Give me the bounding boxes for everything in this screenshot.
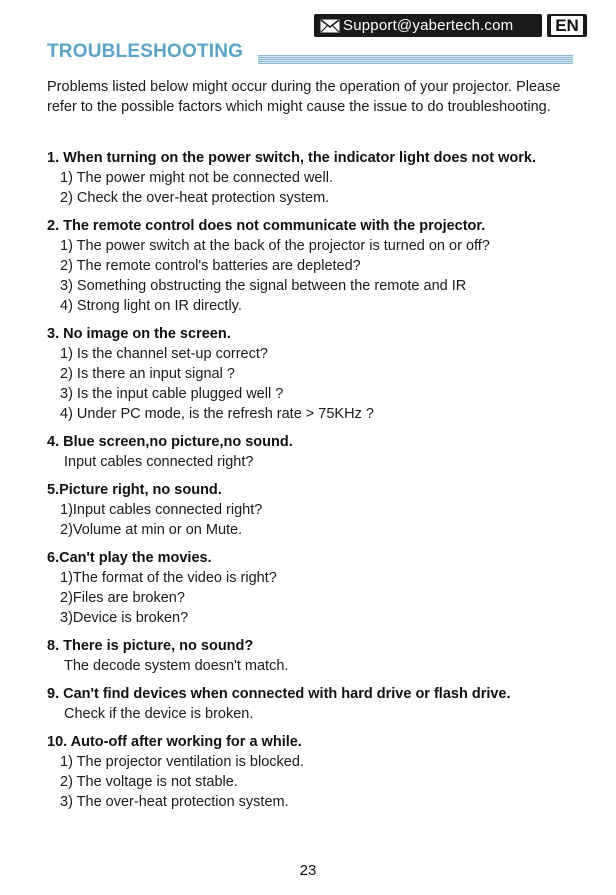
troubleshooting-section (47, 324, 592, 424)
section-item: 1) The power switch at the back of the projector is turned on or off? (60, 238, 490, 254)
troubleshooting-list (47, 148, 592, 820)
section-item: 3) Is the input cable plugged well ? (60, 386, 284, 402)
section-heading: 8. There is picture, no sound? (47, 638, 254, 654)
section-item: 3) Something obstructing the signal between the remote and IR (60, 278, 467, 294)
section-item: Input cables connected right? (64, 454, 254, 470)
section-item: The decode system doesn't match. (64, 658, 289, 674)
section-item: 1) Is the channel set-up correct? (60, 346, 268, 362)
section-item: 4) Strong light on IR directly. (60, 298, 242, 314)
section-item: 3)Device is broken? (60, 610, 189, 626)
section-item: 1) The power might not be connected well. (60, 170, 333, 186)
language-badge-label: EN (551, 16, 583, 35)
troubleshooting-section (47, 148, 592, 208)
troubleshooting-section (47, 684, 592, 724)
section-heading: 3. No image on the screen. (47, 326, 231, 342)
section-heading: 9. Can't find devices when connected with hard drive or flash drive. (47, 686, 511, 702)
troubleshooting-section (47, 216, 592, 316)
intro-paragraph: Problems listed below might occur during the operation of your projector. Please refer to the possible factors which might cause the issue to do troubleshooting. (47, 79, 561, 115)
section-item: 4) Under PC mode, is the refresh rate > 75KHz ? (60, 406, 374, 422)
troubleshooting-section (47, 732, 592, 812)
section-heading: 10. Auto-off after working for a while. (47, 734, 302, 750)
support-email: Support@yabertech.com (343, 17, 514, 34)
section-item: 1) The projector ventilation is blocked. (60, 754, 304, 770)
title-rule (258, 55, 573, 64)
section-heading: 6.Can't play the movies. (47, 550, 212, 566)
section-item: 2) The voltage is not stable. (60, 774, 238, 790)
section-heading: 1. When turning on the power switch, the indicator light does not work. (47, 150, 536, 166)
section-item: Check if the device is broken. (64, 706, 254, 722)
troubleshooting-section (47, 432, 592, 472)
troubleshooting-section (47, 548, 592, 628)
language-badge (547, 14, 587, 37)
section-item: 2)Files are broken? (60, 590, 185, 606)
section-heading: 5.Picture right, no sound. (47, 482, 222, 498)
section-item: 1)The format of the video is right? (60, 570, 277, 586)
section-item: 2)Volume at min or on Mute. (60, 522, 243, 538)
section-item: 2) Is there an input signal ? (60, 366, 235, 382)
section-item: 2) The remote control's batteries are depleted? (60, 258, 361, 274)
page-title: TROUBLESHOOTING (47, 41, 244, 62)
section-item: 1)Input cables connected right? (60, 502, 263, 518)
section-item: 3) The over-heat protection system. (60, 794, 289, 810)
troubleshooting-section (47, 636, 592, 676)
support-email-badge (314, 14, 542, 37)
page-number: 23 (299, 862, 317, 879)
section-heading: 2. The remote control does not communicate with the projector. (47, 218, 486, 234)
mail-icon (320, 19, 340, 33)
section-heading: 4. Blue screen,no picture,no sound. (47, 434, 293, 450)
troubleshooting-section (47, 480, 592, 540)
section-item: 2) Check the over-heat protection system. (60, 190, 330, 206)
